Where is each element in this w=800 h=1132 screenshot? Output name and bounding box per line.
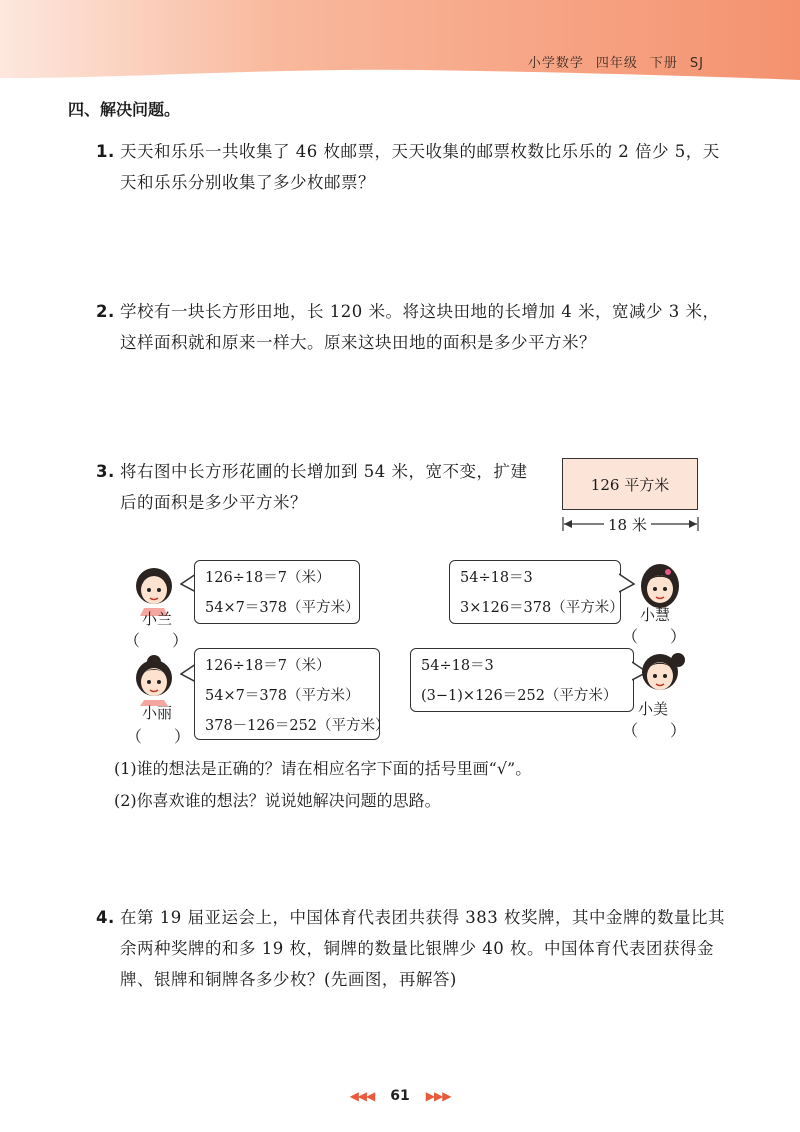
student-name-xiaomei: 小美 [638, 700, 669, 718]
flowerbed-rectangle [562, 458, 698, 510]
page-number: 61 [390, 1088, 410, 1104]
subquestion-1: (1)谁的想法是正确的？请在相应名字下面的括号里画“√”。 [114, 759, 532, 778]
solution-line: 3×126＝378（平方米） [460, 600, 624, 616]
header-edition: SJ [689, 56, 704, 71]
speech-bubble-xiaohui [449, 560, 624, 624]
question-1 [96, 136, 736, 198]
solution-line: (3−1)×126＝252（平方米） [421, 688, 618, 704]
girl-avatar-xiaomei [632, 644, 688, 700]
solution-line: 126÷18＝7（米） [205, 570, 331, 586]
speech-bubble-xiaomei [410, 648, 634, 712]
question-text: 天天和乐乐一共收集了 46 枚邮票，天天收集的邮票枚数比乐乐的 2 倍少 5，天天和乐乐分别收集了多少枚邮票？ [120, 142, 720, 192]
question-text: 在第 19 届亚运会上，中国体育代表团共获得 383 枚奖牌，其中金牌的数量比其余两种奖牌的和多 19 枚，铜牌的数量比银牌少 40 枚。中国体育代表团获得金牌、银牌和铜牌各多少枚？(先画图，再解答) [120, 908, 725, 989]
question-number: 4. [96, 908, 115, 927]
area-label: 126 平方米 [590, 475, 670, 494]
question-number: 1. [96, 142, 115, 161]
answer-paren-xiaolan[interactable]: （ ） [124, 631, 189, 650]
solution-line: 54×7＝378（平方米） [205, 688, 360, 704]
header-term: 下册 [649, 56, 678, 71]
solution-line: 126÷18＝7（米） [205, 658, 331, 674]
question-text: 学校有一块长方形田地，长 120 米。将这块田地的长增加 4 米，宽减少 3 米，这样面积就和原来一样大。原来这块田地的面积是多少平方米？ [120, 302, 720, 352]
speech-bubble-xiaoli [194, 648, 390, 740]
answer-paren-xiaomei[interactable]: （ ） [622, 721, 687, 740]
question-text-line1: 将右图中长方形花圃的长增加到 54 米，宽不变，扩建 [120, 462, 528, 481]
solution-line: 54÷18＝3 [421, 658, 494, 674]
question-text-line2: 后的面积是多少平方米？ [120, 493, 307, 512]
left-arrows-icon: ◀◀◀ [349, 1089, 375, 1103]
header-info [516, 52, 704, 71]
student-name-xiaohui: 小慧 [640, 606, 671, 624]
student-name-xiaoli: 小丽 [142, 704, 173, 722]
header-subject: 小学数学 [527, 56, 584, 71]
header-grade: 四年级 [595, 56, 638, 71]
answer-paren-xiaoli[interactable]: （ ） [126, 727, 191, 746]
section-title: 四、解决问题。 [68, 100, 181, 119]
speech-bubble-xiaolan [194, 560, 360, 624]
question-4 [96, 902, 736, 995]
page-footer [0, 1088, 800, 1104]
student-name-xiaolan: 小兰 [142, 610, 173, 628]
subquestion-2: (2)你喜欢谁的想法？说说她解决问题的思路。 [114, 791, 441, 810]
question-3 [96, 456, 556, 518]
question-number: 3. [96, 462, 115, 481]
solution-line: 378－126＝252（平方米） [205, 718, 390, 734]
question-number: 2. [96, 302, 115, 321]
right-arrows-icon: ▶▶▶ [425, 1089, 451, 1103]
solution-line: 54×7＝378（平方米） [205, 600, 360, 616]
question-2 [96, 296, 736, 358]
answer-paren-xiaohui[interactable]: （ ） [622, 627, 687, 646]
width-label: 18 米 [604, 514, 651, 535]
girl-avatar-xiaoli [126, 650, 182, 706]
solution-line: 54÷18＝3 [460, 570, 533, 586]
